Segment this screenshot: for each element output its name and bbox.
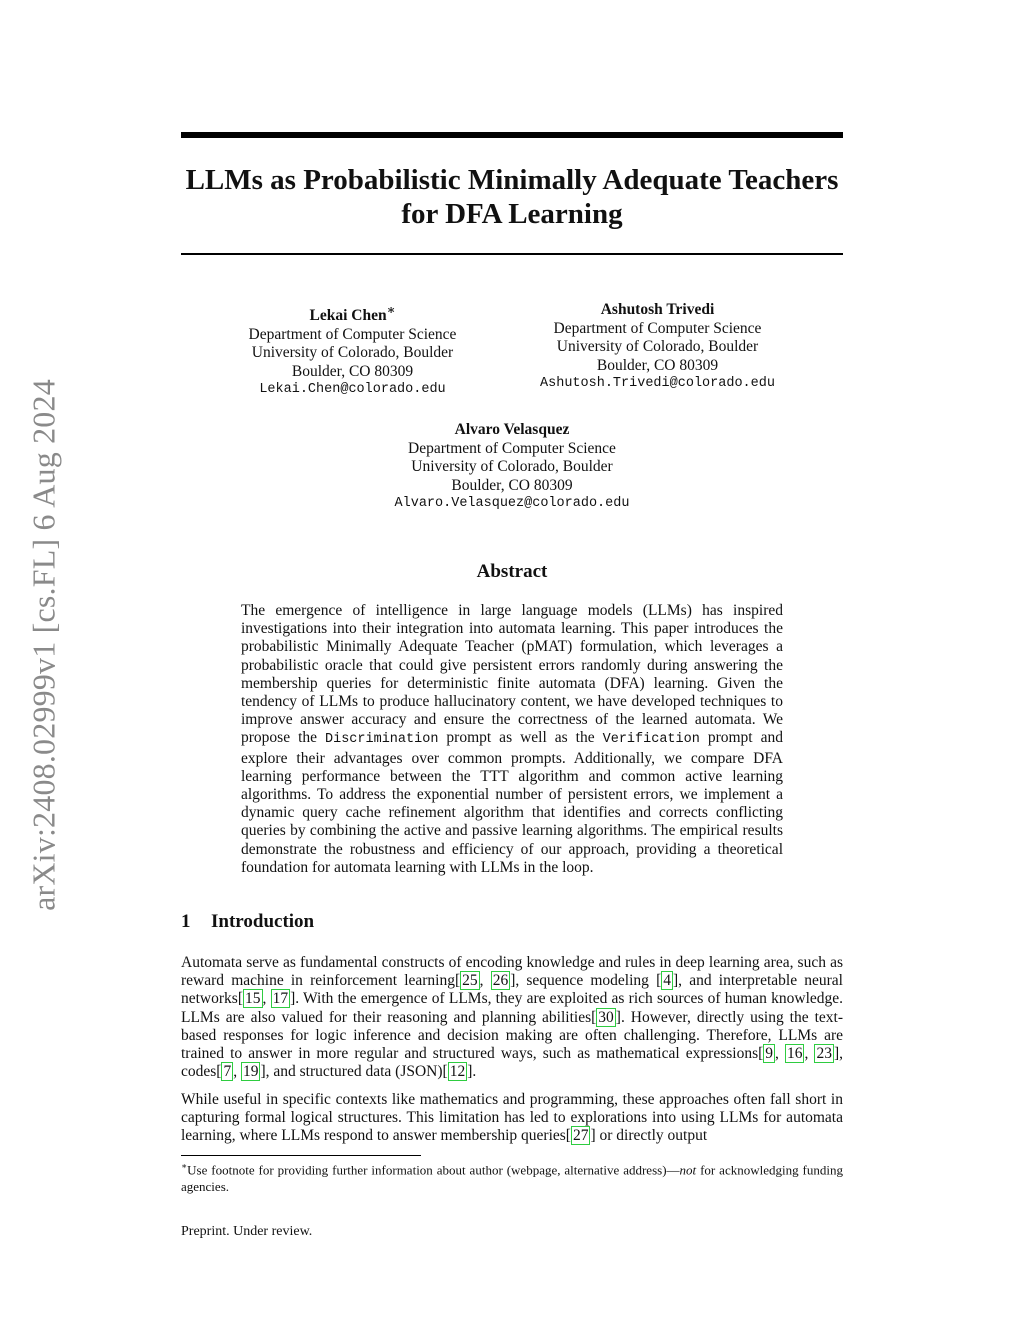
author-block-1: [215, 301, 490, 400]
preprint-notice: Preprint. Under review.: [181, 1224, 313, 1239]
citation-link[interactable]: 15: [245, 990, 261, 1008]
section-heading-introduction: [181, 911, 314, 933]
author-name: Ashutosh Trivedi: [600, 301, 715, 318]
author-address: Boulder, CO 80309: [596, 356, 719, 374]
title-line-2: for DFA Learning: [401, 198, 623, 230]
author-block-3: [360, 421, 664, 514]
author-email: Lekai.Chen@colorado.edu: [259, 382, 446, 398]
citation-link[interactable]: 17: [272, 990, 289, 1008]
author-university: University of Colorado, Boulder: [411, 458, 613, 475]
author-email: Alvaro.Velasquez@colorado.edu: [394, 496, 630, 511]
citation-link[interactable]: 12: [449, 1063, 466, 1081]
author-name: Alvaro Velasquez: [454, 421, 570, 438]
section-title: Introduction: [211, 911, 315, 932]
abstract-body: The emergence of intelligence in large language models (LLMs) has inspired investigations into their integration into automata learning. This paper introduces the probabilistic Minimally Adequate Teacher (pMAT) formulation, which leverages a probabilistic oracle that could give persistent errors randomly during answering the membership queries for deterministic finite automata (DFA) learning. Given the tendency of LLMs to produce hallucinatory content, we have developed techniques to improve answer accuracy and ensure the correctness of the learned automata. We propose the Discrimination prompt as well as the Verification prompt and explore their advantages over common prompts. Additionally, we compare DFA learning performance between the TTT algorithm and common active learning algorithms. To address the exponential number of persistent errors, we implement a dynamic query cache refinement algorithm that identifies and corrects conflicting queries by combining the active and passive learning algorithms. The empirical results demonstrate the robustness and efficiency of our approach, providing a theoretical foundation for automata learning with LLMs in the loop.: [241, 602, 783, 876]
paper-title: [181, 163, 843, 231]
author-footnote-marker: ∗: [386, 302, 396, 317]
citation-link[interactable]: 7: [223, 1063, 232, 1081]
author-name: Lekai Chen∗: [309, 302, 396, 325]
citation-link[interactable]: 26: [492, 972, 509, 990]
abstract-heading: Abstract: [476, 561, 548, 582]
code-verification: Verification: [602, 732, 700, 748]
author-department: Department of Computer Science: [408, 439, 616, 457]
footnote-rule: [181, 1155, 421, 1156]
citation-link[interactable]: 30: [598, 1008, 614, 1026]
citation-link[interactable]: 19: [242, 1063, 259, 1081]
citation-link[interactable]: 9: [765, 1045, 774, 1063]
author-address: Boulder, CO 80309: [291, 362, 414, 380]
author-email: Ashutosh.Trivedi@colorado.edu: [540, 376, 775, 391]
author-university: University of Colorado, Boulder: [556, 338, 759, 355]
footnote-emphasis: not: [679, 1162, 697, 1178]
author-university: University of Colorado, Boulder: [251, 344, 454, 362]
author-address: Boulder, CO 80309: [451, 476, 573, 494]
citation-link[interactable]: 16: [786, 1045, 803, 1063]
section-number: 1: [181, 911, 191, 932]
author-block-2: [520, 301, 795, 394]
author-department: Department of Computer Science: [248, 325, 457, 343]
intro-paragraph-1: Automata serve as fundamental constructs of encoding knowledge and rules in deep learning area, such as reward machine in reinforcement learning[ 25 , 26 ], sequence modeling [ 4 ], and interpretable neural networks[ 15 , 17 ]. With the emergence of LLMs, they are exploited as rich sources of human knowledge. LLMs are also valued for their reasoning and planning abilities[ 30 ]. However, directly using the text-based responses for logic inference and decision making are often challenging. Therefore, LLMs are trained to answer in more regular and structured ways, such as mathematical expressions[ 9 , 16 , 23 ], codes[ 7 , 19 ], and structured data (JSON)[ 12 ].: [181, 954, 844, 1081]
title-top-rule: [181, 132, 843, 138]
intro-paragraph-2: While useful in specific contexts like mathematics and programming, these approaches often fall short in capturing formal logical structures. This limitation has led to explorations into using LLMs for automata learning, where LLMs respond to answer membership queries[ 27 ] or directly output: [181, 1091, 843, 1145]
footnote-marker: ∗: [181, 1161, 188, 1171]
author-department: Department of Computer Science: [553, 319, 762, 337]
citation-link[interactable]: 27: [572, 1127, 589, 1145]
code-discrimination: Discrimination: [325, 732, 439, 748]
title-bottom-rule: [181, 253, 843, 255]
arxiv-identifier-stamp: arXiv:2408.02999v1 [cs.FL] 6 Aug 2024: [25, 379, 62, 911]
title-line-1: LLMs as Probabilistic Minimally Adequate Teachers: [185, 164, 839, 196]
footnote: ∗Use footnote for providing further information about author (webpage, alternative address)—not for acknowledging funding agencies.: [181, 1161, 843, 1194]
citation-link[interactable]: 4: [663, 972, 672, 990]
citation-link[interactable]: 25: [462, 972, 478, 990]
citation-link[interactable]: 23: [816, 1045, 832, 1063]
